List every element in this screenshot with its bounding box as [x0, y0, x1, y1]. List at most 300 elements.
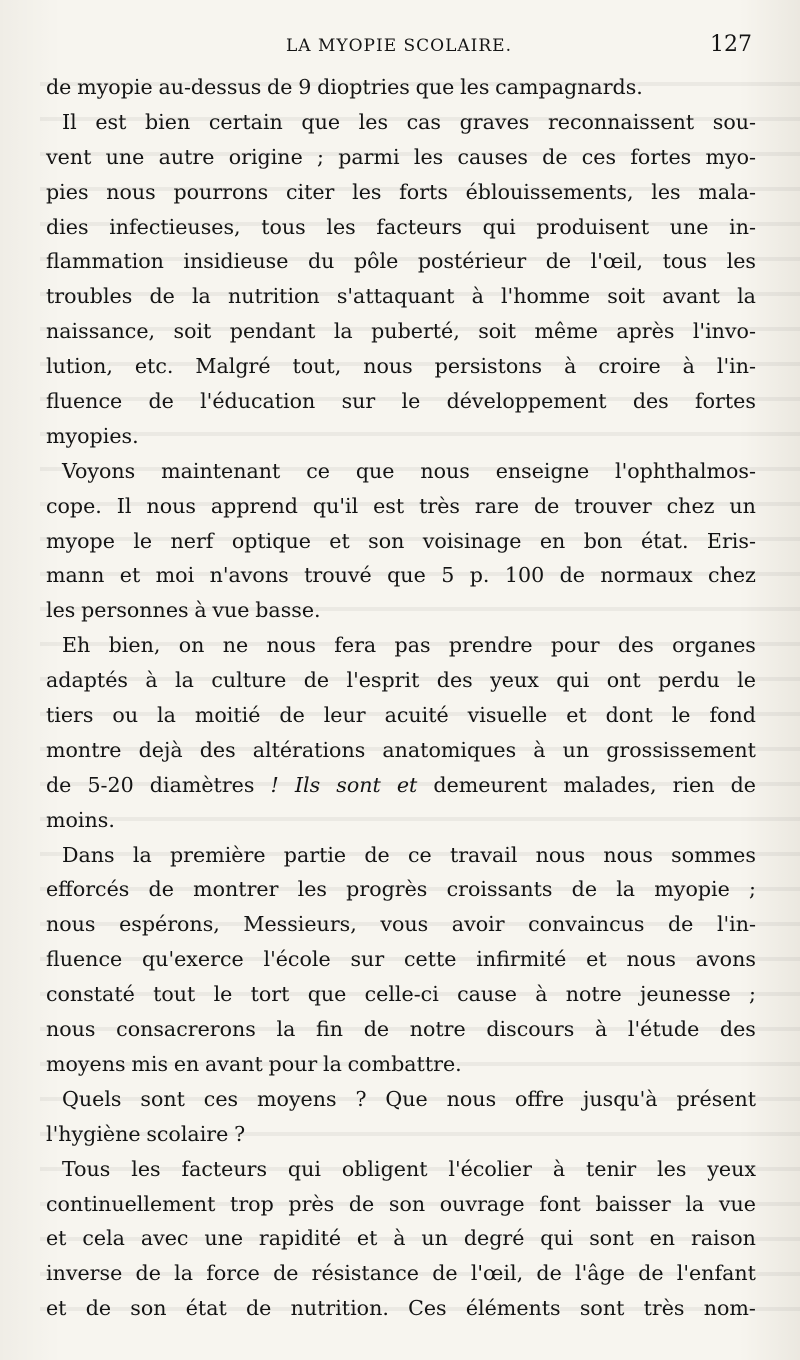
text-line — [46, 105, 756, 140]
word: à — [533, 737, 546, 762]
word: 5 — [441, 563, 455, 588]
word: et — [586, 947, 607, 972]
word: vue — [212, 598, 250, 623]
word: fin — [316, 1017, 344, 1042]
word: à — [682, 354, 695, 379]
word: moi — [155, 563, 195, 588]
word: de — [149, 284, 175, 309]
word: de — [303, 668, 330, 693]
word: la — [175, 668, 194, 693]
word: offre — [515, 1086, 565, 1111]
word: après — [616, 319, 675, 344]
word: la — [174, 1261, 193, 1286]
word: perdu — [658, 668, 720, 693]
word: très — [643, 1296, 685, 1321]
word: partie — [283, 842, 347, 867]
word: les — [131, 1156, 161, 1181]
text-line — [46, 279, 756, 314]
word: jeunesse — [640, 982, 731, 1007]
word: 9 — [298, 75, 312, 99]
word: et — [356, 1226, 378, 1251]
word: bien — [145, 109, 191, 134]
word: font — [539, 1191, 581, 1216]
word: trop — [230, 1191, 274, 1216]
word: fluence — [46, 389, 123, 414]
word: scolaire — [146, 1121, 229, 1146]
word: causes — [457, 144, 528, 169]
word: ! — [270, 772, 279, 797]
word: sont — [140, 1086, 185, 1111]
word: inverse — [46, 1261, 123, 1286]
word: nom- — [703, 1296, 756, 1321]
word: soit — [607, 284, 646, 309]
text-line — [46, 838, 756, 873]
word: insidieuse — [183, 249, 289, 274]
word: moins. — [46, 807, 115, 832]
word: nous — [446, 1086, 497, 1111]
word: vous — [380, 912, 429, 937]
word: lution, — [46, 354, 113, 379]
word: ? — [234, 1121, 246, 1146]
word: nous — [603, 842, 653, 867]
word: résistance — [311, 1261, 419, 1286]
word: nous — [363, 354, 413, 379]
word: de — [571, 877, 598, 902]
word: des — [632, 389, 669, 414]
word: avant — [662, 284, 720, 309]
word: le — [737, 668, 756, 693]
word: l'in- — [716, 354, 756, 379]
word: ce — [407, 842, 432, 867]
text-line — [46, 1082, 756, 1117]
word: dejà — [138, 737, 183, 762]
word: une — [669, 214, 709, 239]
word: fera — [334, 633, 377, 658]
word: son — [368, 528, 405, 553]
word: la — [191, 284, 211, 309]
word: les — [413, 144, 444, 169]
text-line — [46, 384, 756, 419]
word: rapidité — [258, 1226, 342, 1251]
word: espérons, — [119, 912, 220, 937]
text-line — [46, 244, 756, 279]
word: obligent — [341, 1156, 428, 1181]
word: nous — [106, 179, 156, 204]
word: est — [373, 493, 405, 518]
word: de — [730, 772, 756, 797]
word: de — [638, 1261, 664, 1286]
word: des — [719, 1017, 756, 1042]
word: la — [737, 284, 756, 309]
word: flammation — [46, 249, 164, 274]
word: les — [326, 214, 356, 239]
word: avant — [205, 1051, 263, 1076]
word: leur — [323, 703, 366, 728]
word: les — [46, 598, 76, 623]
word: certain — [208, 109, 283, 134]
word: campagnards. — [495, 75, 643, 99]
word: avec — [140, 1226, 189, 1251]
word: sont — [589, 1226, 634, 1251]
word: à — [194, 598, 207, 623]
word: grossissement — [606, 737, 756, 762]
word: en — [173, 1051, 200, 1076]
word: de — [46, 772, 72, 797]
word: chez — [708, 563, 756, 588]
word: progrès — [346, 877, 428, 902]
word: postérieur — [417, 249, 527, 274]
word: yeux — [490, 668, 539, 693]
word: de — [348, 1191, 375, 1216]
word: montrer — [193, 877, 279, 902]
text-line — [46, 593, 756, 628]
word: moyens — [256, 1086, 337, 1111]
word: la — [685, 1191, 705, 1216]
word: de — [273, 1261, 299, 1286]
word: les — [352, 179, 382, 204]
word: à — [564, 354, 577, 379]
word: de — [432, 1261, 458, 1286]
word: la — [616, 877, 636, 902]
word: qui — [556, 668, 590, 693]
word: myo- — [705, 144, 756, 169]
word: état — [185, 1296, 227, 1321]
word: facteurs — [376, 214, 462, 239]
running-head: LA MYOPIE SCOLAIRE. — [286, 36, 512, 56]
word: myopie — [77, 75, 153, 99]
word: baisser — [595, 1191, 671, 1216]
word: convaincus — [528, 912, 645, 937]
word: prendre — [448, 633, 533, 658]
word: Eris- — [706, 528, 756, 553]
word: développement — [446, 389, 607, 414]
word: pour — [550, 633, 600, 658]
word: sur — [341, 389, 376, 414]
word: Que — [385, 1086, 428, 1111]
word: qui — [482, 214, 516, 239]
word: à — [552, 1156, 566, 1181]
word: première — [169, 842, 266, 867]
word: ouvrage — [439, 1191, 525, 1216]
text-line — [46, 768, 756, 803]
text-line — [46, 419, 756, 454]
word: que — [415, 75, 455, 99]
word: qui — [540, 1226, 574, 1251]
word: nous — [626, 947, 676, 972]
word: le — [671, 703, 691, 728]
text-line — [46, 70, 756, 105]
word: ; — [317, 144, 324, 169]
word: organes — [672, 633, 756, 658]
word: enseigne — [495, 458, 590, 483]
word: fortes — [630, 144, 692, 169]
word: facteurs — [181, 1156, 268, 1181]
word: et — [46, 1226, 67, 1251]
word: de — [542, 144, 568, 169]
word: à — [393, 1226, 406, 1251]
text-line — [46, 140, 756, 175]
word: myope — [46, 528, 115, 553]
word: vent — [46, 144, 92, 169]
word: que — [307, 982, 347, 1007]
word: de — [267, 75, 293, 99]
word: n'avons — [209, 563, 289, 588]
word: celle-ci — [364, 982, 439, 1007]
word: parmi — [338, 144, 400, 169]
word: les — [358, 109, 389, 134]
word: persistons — [434, 354, 543, 379]
word: Il — [62, 109, 77, 134]
word: cela — [82, 1226, 125, 1251]
word: basse. — [255, 598, 321, 623]
word: l'esprit — [346, 668, 420, 693]
word: dioptries — [317, 75, 410, 99]
text-line — [46, 1221, 756, 1256]
page-number: 127 — [710, 32, 752, 57]
word: montre — [46, 737, 122, 762]
word: personnes — [81, 598, 189, 623]
word: bien, — [108, 633, 161, 658]
word: les — [651, 179, 681, 204]
word: et — [566, 703, 587, 728]
word: Il — [116, 493, 132, 518]
word: la — [157, 703, 176, 728]
word: croire — [598, 354, 661, 379]
word: ces — [581, 144, 617, 169]
word: l'hygiène — [46, 1121, 141, 1146]
word: de — [85, 1296, 112, 1321]
word: 5-20 — [87, 772, 134, 797]
text-line — [46, 907, 756, 942]
text-line — [46, 454, 756, 489]
word: tout — [153, 982, 196, 1007]
word: pies — [46, 179, 89, 204]
text-line — [46, 314, 756, 349]
word: ont — [606, 668, 641, 693]
text-line — [46, 1012, 756, 1047]
word: qui — [287, 1156, 321, 1181]
word: constaté — [46, 982, 135, 1007]
text-line — [46, 524, 756, 559]
text-line — [46, 1291, 756, 1326]
word: sommes — [671, 842, 756, 867]
word: myopie — [654, 877, 730, 902]
word: l'école — [263, 947, 331, 972]
word: est — [95, 109, 127, 134]
word: très — [419, 493, 460, 518]
word: en — [539, 528, 566, 553]
word: maintenant — [161, 458, 281, 483]
word: notre — [409, 1017, 466, 1042]
word: au-dessus — [158, 75, 262, 99]
text-line — [46, 872, 756, 907]
text-line — [46, 1152, 756, 1187]
word: à — [594, 1017, 608, 1042]
word: reconnaissent — [547, 109, 695, 134]
word: l'œil, — [470, 1261, 524, 1286]
text-line — [46, 210, 756, 245]
word: Eh — [62, 633, 91, 658]
word: mann — [46, 563, 105, 588]
word: Voyons — [62, 458, 136, 483]
text-line — [46, 803, 756, 838]
word: de — [279, 703, 305, 728]
word: etc. — [134, 354, 174, 379]
word: une — [204, 1226, 244, 1251]
word: continuellement — [46, 1191, 216, 1216]
word: et — [119, 563, 141, 588]
word: les — [297, 877, 327, 902]
word: trouver — [574, 493, 652, 518]
word: jusqu'à — [582, 1086, 658, 1111]
word: ce — [306, 458, 330, 483]
word: Dans — [62, 842, 115, 867]
word: citer — [285, 179, 335, 204]
word: fortes — [695, 389, 756, 414]
word: le — [213, 982, 233, 1007]
word: pendant — [229, 319, 316, 344]
word: p. — [469, 563, 490, 588]
word: un — [729, 493, 756, 518]
word: discours — [486, 1017, 575, 1042]
word: croissants — [446, 877, 553, 902]
text-line — [46, 1047, 756, 1082]
word: visuelle — [467, 703, 548, 728]
word: les — [657, 1156, 687, 1181]
word: vue — [718, 1191, 756, 1216]
text-line — [46, 628, 756, 663]
word: qu'exerce — [142, 947, 244, 972]
word: ; — [748, 982, 756, 1007]
word: infectieuses, — [109, 214, 241, 239]
word: Ils — [294, 772, 321, 797]
word: cas — [406, 109, 442, 134]
word: moyens — [46, 1051, 126, 1076]
word: à — [535, 982, 548, 1007]
word: cause — [457, 982, 517, 1007]
word: de — [536, 1261, 562, 1286]
word: s'attaquant — [336, 284, 455, 309]
word: tout, — [292, 354, 342, 379]
text-line — [46, 558, 756, 593]
word: nous — [46, 1017, 96, 1042]
word: nous — [266, 633, 316, 658]
word: nous — [46, 912, 96, 937]
word: notre — [565, 982, 622, 1007]
word: de — [363, 1017, 390, 1042]
word: près — [288, 1191, 335, 1216]
word: combattre. — [347, 1051, 462, 1076]
word: pôle — [353, 249, 399, 274]
word: nous — [420, 458, 470, 483]
word: mala- — [698, 179, 756, 204]
word: malades, — [563, 772, 657, 797]
word: naissance, — [46, 319, 156, 344]
word: la — [333, 319, 353, 344]
word: ; — [749, 877, 756, 902]
word: de — [148, 389, 174, 414]
word: l'homme — [500, 284, 591, 309]
page-header — [46, 32, 756, 60]
word: bon — [583, 528, 623, 553]
word: produisent — [536, 214, 650, 239]
word: Ces — [408, 1296, 447, 1321]
word: tous — [662, 249, 708, 274]
word: nerf — [170, 528, 214, 553]
word: on — [178, 633, 205, 658]
word: consacrerons — [116, 1017, 256, 1042]
word: trouvé — [304, 563, 372, 588]
word: de — [245, 1296, 272, 1321]
word: culture — [211, 668, 287, 693]
word: des — [436, 668, 473, 693]
word: un — [562, 737, 590, 762]
word: même — [534, 319, 598, 344]
word: et — [396, 772, 418, 797]
word: pourrons — [173, 179, 269, 204]
word: de — [668, 912, 694, 937]
word: Quels — [62, 1086, 122, 1111]
text-line — [46, 942, 756, 977]
word: force — [206, 1261, 260, 1286]
word: état. — [640, 528, 689, 553]
body-text — [46, 70, 756, 1326]
word: ces — [203, 1086, 239, 1111]
word: de — [135, 1261, 161, 1286]
word: soit — [478, 319, 517, 344]
word: que — [301, 109, 341, 134]
word: éléments — [465, 1296, 561, 1321]
word: pour — [268, 1051, 318, 1076]
word: l'éducation — [200, 389, 316, 414]
word: le — [133, 528, 153, 553]
word: dont — [605, 703, 653, 728]
word: demeurent — [433, 772, 548, 797]
text-line — [46, 489, 756, 524]
word: efforcés — [46, 877, 130, 902]
word: l'enfant — [676, 1261, 756, 1286]
word: graves — [459, 109, 530, 134]
word: des — [199, 737, 236, 762]
word: soit — [173, 319, 212, 344]
word: dies — [46, 214, 89, 239]
word: son — [130, 1296, 167, 1321]
word: à — [471, 284, 484, 309]
word: fond — [709, 703, 756, 728]
word: altérations — [252, 737, 366, 762]
word: diamètres — [149, 772, 255, 797]
word: et — [329, 528, 350, 553]
text-line — [46, 1117, 756, 1152]
word: chez — [666, 493, 715, 518]
text-line — [46, 663, 756, 698]
word: à — [145, 668, 158, 693]
word: sont — [579, 1296, 625, 1321]
word: ? — [355, 1086, 367, 1111]
word: ou — [112, 703, 139, 728]
word: tort — [250, 982, 290, 1007]
text-line — [46, 977, 756, 1012]
word: l'étude — [627, 1017, 700, 1042]
text-line — [46, 1187, 756, 1222]
text-line — [46, 175, 756, 210]
word: forts — [399, 179, 448, 204]
word: qu'il — [312, 493, 359, 518]
word: nutrition. — [290, 1296, 389, 1321]
word: myopies. — [46, 423, 139, 448]
word: Tous — [62, 1156, 111, 1181]
word: nutrition — [227, 284, 320, 309]
